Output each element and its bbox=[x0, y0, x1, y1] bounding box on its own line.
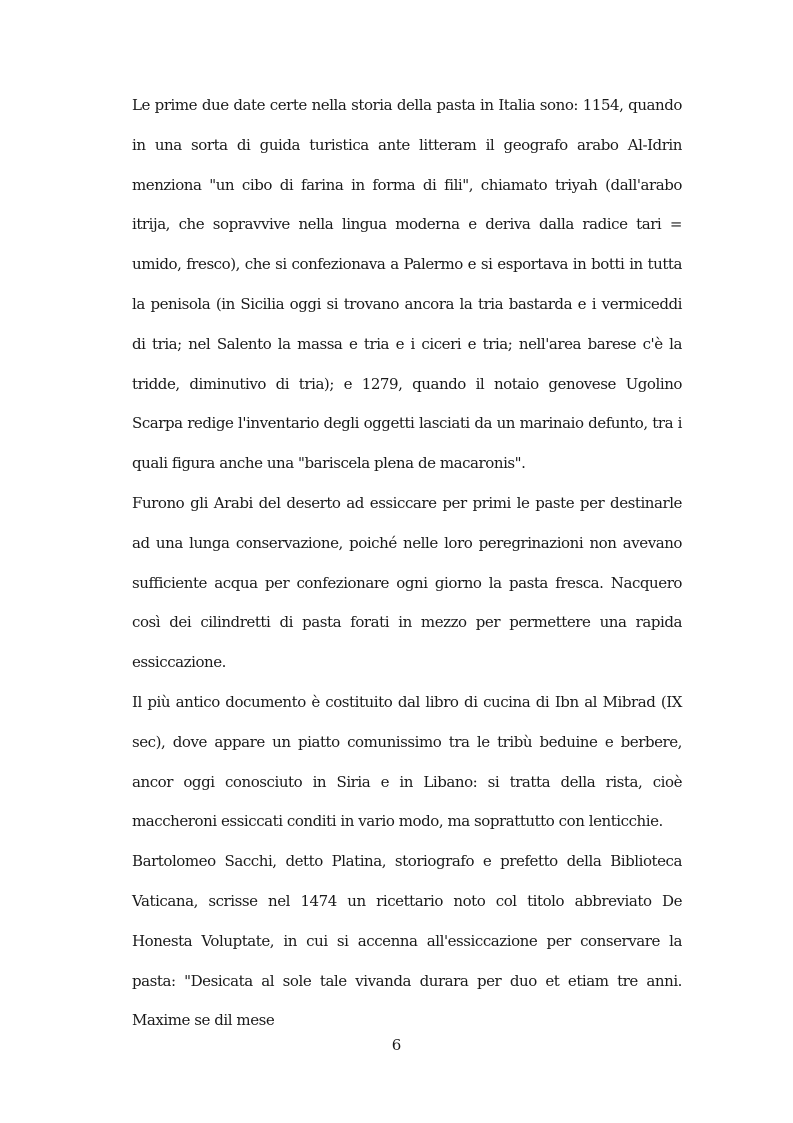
paragraph-2: Furono gli Arabi del deserto ad essiccare per primi le paste per destinarle ad una lunga conservazione, poiché nelle loro peregrinazioni non avevano sufficiente acqua per confezionare ogni giorno la pasta fresca. Nacquero così dei cilindretti di pasta forati in mezzo per permettere una rapida essiccazione. bbox=[132, 493, 682, 672]
paragraph-3: Il più antico documento è costituito dal libro di cucina di Ibn al Mibrad (IX sec), dove appare un piatto comunissimo tra le tribù beduine e berbere, ancor oggi conosciuto in Siria e in Libano: si tratta della rista, cioè maccheroni essiccati conditi in vario modo, ma soprattutto con lenticchie. bbox=[132, 692, 682, 831]
page-number: 6 bbox=[391, 1036, 402, 1054]
paragraph-1: Le prime due date certe nella storia della pasta in Italia sono: 1154, quando in una sorta di guida turistica ante litteram il geografo arabo Al-Idrin menziona "un cibo di farina in forma di fili", chiamato triyah (dall'arabo itrija, che sopravvive nella lingua moderna e deriva dalla radice tari = umido, fresco), che si confezionava a Palermo e si esportava in botti in tutta la penisola (in Sicilia oggi si trovano ancora la tria bastarda e i vermiceddi di tria; nel Salento la massa e tria e i ciceri e tria; nell'area barese c'è la tridde, diminutivo di tria); e 1279, quando il notaio genovese Ugolino Scarpa redige l'inventario degli oggetti lasciati da un marinaio defunto, tra i quali figura anche una "bariscela plena de macaronis". bbox=[132, 96, 682, 473]
paragraph-4: Bartolomeo Sacchi, detto Platina, storiografo e prefetto della Biblioteca Vaticana, scrisse nel 1474 un ricettario noto col titolo abbreviato De Honesta Voluptate, in cui si accenna all'essiccazione per conservare la pasta: "Desicata al sole tale vivanda durara per duo et etiam tre anni. Maxime se dil mese bbox=[132, 852, 682, 1030]
body-text bbox=[132, 86, 682, 1041]
